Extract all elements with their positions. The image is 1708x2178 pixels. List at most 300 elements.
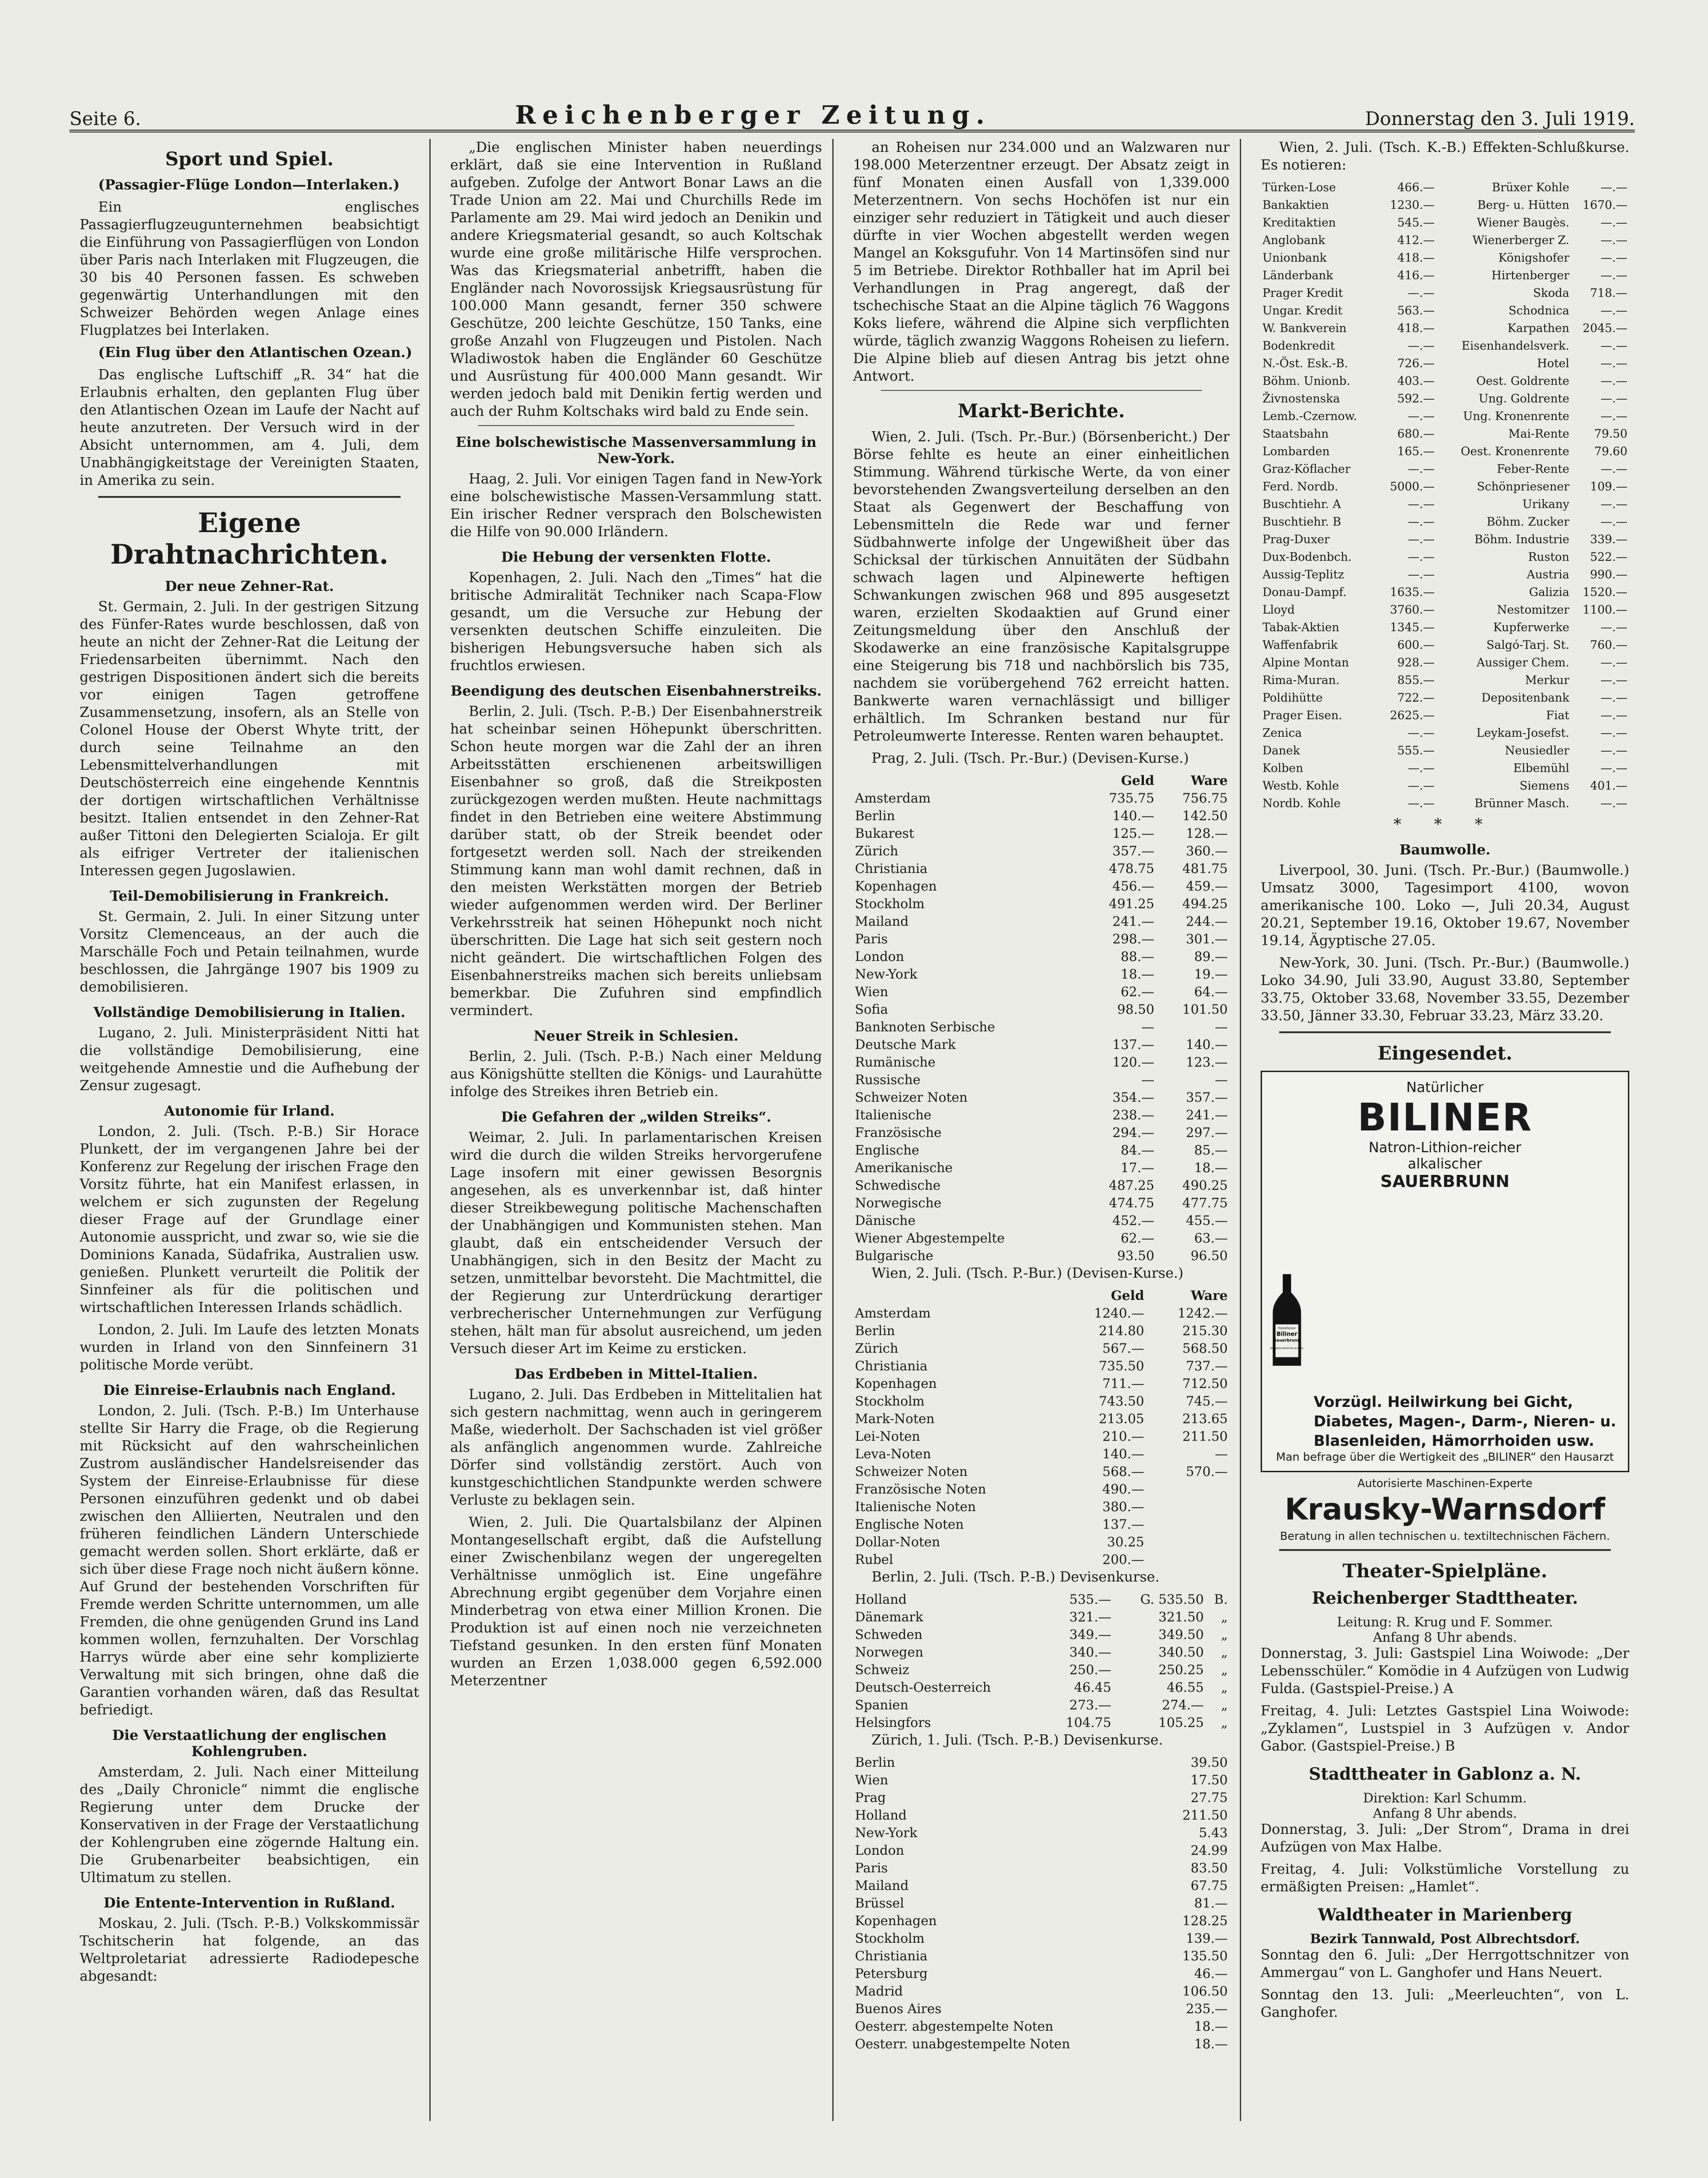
table-row bbox=[1261, 531, 1629, 548]
table-cell: Kopenhagen bbox=[855, 1913, 937, 1928]
wien-devisen-table bbox=[853, 1287, 1230, 1569]
table-header-row bbox=[853, 1287, 1230, 1305]
table-cell: —.— bbox=[1601, 761, 1627, 775]
issue-date: Donnerstag den 3. Juli 1919. bbox=[1365, 108, 1635, 130]
table-cell: —.— bbox=[1407, 726, 1435, 740]
table-cell: 18.— bbox=[1120, 967, 1155, 982]
table-row bbox=[1261, 267, 1629, 284]
krausky-sub: Beratung in allen technischen u. textiltechnischen Fächern. bbox=[1280, 1530, 1610, 1543]
table-cell: Paris bbox=[855, 931, 888, 947]
table-cell: —.— bbox=[1407, 286, 1435, 300]
table-cell: Tabak-Aktien bbox=[1262, 621, 1339, 634]
table-cell: Holland bbox=[855, 1592, 907, 1607]
table-row bbox=[853, 1230, 1230, 1247]
table-cell: Helsingfors bbox=[855, 1715, 931, 1730]
table-cell: Živnostenska bbox=[1262, 392, 1340, 405]
table-cell: „ bbox=[1221, 1644, 1228, 1660]
table-cell: Schweizer Noten bbox=[855, 1090, 968, 1105]
irland-heading: Autonomie für Irland. bbox=[164, 1103, 335, 1119]
table-cell: 737.— bbox=[1186, 1358, 1228, 1374]
table-cell: 357.— bbox=[1112, 843, 1155, 859]
table-cell: Ung. Kronenrente bbox=[1463, 409, 1570, 423]
wald-p1: Sonntag den 6. Juli: „Der Herrgottschnitzer von Ammergau“ von L. Ganghofer und Hans Neuert. bbox=[1261, 1947, 1629, 1981]
table-cell: 1345.— bbox=[1390, 621, 1435, 634]
table-cell: N.-Öst. Esk.-B. bbox=[1262, 357, 1348, 370]
table-row bbox=[853, 1824, 1230, 1842]
markt-paragraph: Wien, 2. Juli. (Tsch. Pr.-Bur.) (Börsenbericht.) Der Börse fehlte es heute an einer einheitlichen Stimmung. Während türkische Werte, da von einer bevorstehenden Zwangsverteilung derselben an den Staat als Gegenwert der Beschaffung von Lebensmitteln die Rede war und ferner Südbahnwerte infolge der Ungewißheit über das Schicksal der türkischen Annuitäten der Südbahn schwach lagen und Alpinewerte heftigen Schwankungen zwischen 968 und 895 ausgesetzt waren, erzielten Skodaaktien auf Grund einer Zeitungsmeldung über den Anschluß der Skodawerke an eine französische Kapitalsgruppe eine Steigerung bis 718 und nachbörslich bis 735, nachdem sie vorübergehend 762 erreicht hatten. Bankwerte waren vernachlässigt und billiger erhältlich. Im Schranken bestand nur für Petroleumwerte Interesse. Renten waren behauptet. bbox=[853, 429, 1230, 744]
table-cell: London bbox=[855, 949, 904, 964]
table-cell: Ferd. Nordb. bbox=[1262, 480, 1338, 493]
table-cell: —.— bbox=[1407, 779, 1435, 792]
table-cell: Depositenbank bbox=[1481, 691, 1570, 704]
table-cell: 123.— bbox=[1186, 1054, 1228, 1070]
schlesien-paragraph: Berlin, 2. Juli. (Tsch. P.-B.) Nach einer Meldung aus Königshütte stellten die Königs- und Laurahütte infolge des Streikes ihren Betrieb ein. bbox=[450, 1048, 822, 1100]
table-cell: Deutsche Mark bbox=[855, 1037, 956, 1052]
table-cell: „ bbox=[1221, 1697, 1228, 1713]
markt-heading: Markt-Berichte. bbox=[958, 400, 1125, 422]
table-row bbox=[853, 948, 1230, 966]
table-cell: 990.— bbox=[1590, 568, 1627, 581]
table-cell: 274.— bbox=[1162, 1697, 1204, 1713]
table-header-row bbox=[853, 772, 1230, 790]
table-cell: Banknoten Serbische bbox=[855, 1019, 995, 1035]
table-cell: Fiat bbox=[1546, 709, 1570, 722]
table-cell: 213.65 bbox=[1182, 1411, 1228, 1426]
table-row bbox=[1261, 460, 1629, 478]
table-cell: Christiania bbox=[855, 1948, 928, 1964]
column-2 bbox=[440, 139, 834, 2121]
table-row bbox=[1261, 408, 1629, 425]
table-cell: 416.— bbox=[1397, 269, 1435, 282]
table-row bbox=[853, 1533, 1230, 1551]
table-cell: 568.50 bbox=[1182, 1341, 1228, 1356]
table-cell: Schwedische bbox=[855, 1178, 941, 1193]
table-cell: 459.— bbox=[1186, 879, 1228, 894]
table-row bbox=[853, 1983, 1230, 2000]
table-row bbox=[853, 825, 1230, 842]
voll-heading: Vollständige Demobilisierung in Italien. bbox=[93, 1004, 406, 1021]
table-cell: Prager Kredit bbox=[1262, 286, 1343, 300]
table-cell: Prag bbox=[855, 1790, 886, 1805]
zurich-devisen-table bbox=[853, 1754, 1230, 2053]
table-cell: —.— bbox=[1407, 761, 1435, 775]
table-cell: 522.— bbox=[1590, 550, 1627, 564]
table-cell: 1670.— bbox=[1582, 198, 1627, 212]
table-cell: 301.— bbox=[1186, 931, 1228, 947]
table-cell: 567.— bbox=[1102, 1341, 1144, 1356]
ad-line1: Natron-Lithion-reicher bbox=[1369, 1140, 1521, 1156]
table-cell: 213.05 bbox=[1099, 1411, 1144, 1426]
table-cell: 200.— bbox=[1102, 1552, 1144, 1567]
table-cell: Leva-Noten bbox=[855, 1446, 931, 1462]
column-header: Ware bbox=[1191, 1288, 1228, 1303]
table-cell: Kreditaktien bbox=[1262, 216, 1336, 229]
table-cell bbox=[1146, 1516, 1230, 1533]
table-row bbox=[1261, 355, 1629, 372]
ad-brand: BILINER bbox=[1357, 1096, 1532, 1140]
table-cell: W. Bankverein bbox=[1262, 321, 1347, 335]
table-cell: Christiania bbox=[855, 861, 928, 876]
table-cell: Galizia bbox=[1529, 585, 1570, 599]
table-cell: Zürich bbox=[855, 1341, 898, 1356]
table-cell: 321.— bbox=[1069, 1609, 1111, 1625]
table-cell: 680.— bbox=[1397, 427, 1435, 440]
columns bbox=[69, 139, 1639, 2121]
table-cell: 568.— bbox=[1102, 1464, 1144, 1479]
table-cell: 855.— bbox=[1397, 673, 1435, 687]
table-row bbox=[853, 878, 1230, 895]
table-row bbox=[853, 1159, 1230, 1177]
wald-p2: Sonntag den 13. Juli: „Meerleuchten“, von L. Ganghofer. bbox=[1261, 1987, 1629, 2021]
table-row bbox=[1261, 777, 1629, 795]
table-row bbox=[1261, 636, 1629, 654]
table-cell: Westb. Kohle bbox=[1262, 779, 1339, 792]
table-cell: —.— bbox=[1601, 673, 1627, 687]
table-cell: Donau-Dampf. bbox=[1262, 585, 1347, 599]
table-cell: Brüxer Kohle bbox=[1492, 181, 1570, 194]
table-row bbox=[1261, 601, 1629, 619]
irland-paragraph: London, 2. Juli. (Tsch. P.-B.) Sir Horace Plunkett, der im vergangenen Jahre bei der Konferenz zur Regelung der irischen Frage den Vorsitz führte, hat ein Manifest erlassen, in welchem er sich zugunsten der Regelung dieser Frage auf der Grundlage einer Autonomie ausspricht, und zwar so, wie sie die Dominions Kanada, Südafrika, Australien usw. genießen. Plunkett verurteilt die Politik der Sinnfeiner als für die politischen und wirtschaftlichen Interessen Irlands schädlich. bbox=[80, 1124, 419, 1316]
table-cell: 215.30 bbox=[1182, 1323, 1228, 1338]
table-row bbox=[853, 1357, 1230, 1375]
table-cell: 89.— bbox=[1194, 949, 1228, 964]
table-cell: Lombarden bbox=[1262, 445, 1330, 458]
table-cell: 2625.— bbox=[1390, 709, 1435, 722]
table-row bbox=[853, 1754, 1230, 1771]
table-row bbox=[853, 1393, 1230, 1410]
table-cell: Stockholm bbox=[855, 1393, 925, 1409]
kohle-heading: Die Verstaatlichung der englischen Kohlengruben. bbox=[112, 1727, 387, 1760]
table-cell: Kupferwerke bbox=[1493, 621, 1570, 634]
table-cell: Königshofer bbox=[1498, 251, 1570, 264]
table-cell: „ bbox=[1221, 1680, 1228, 1695]
table-cell: — bbox=[1215, 1072, 1228, 1087]
table-cell: —.— bbox=[1407, 533, 1435, 546]
krausky-authorized: Autorisierte Maschinen-Experte bbox=[1357, 1477, 1533, 1490]
table-cell: 64.— bbox=[1194, 984, 1228, 999]
table-row bbox=[853, 1124, 1230, 1142]
table-cell: —.— bbox=[1407, 462, 1435, 476]
column-header: Geld bbox=[1111, 1288, 1144, 1303]
eisenbahn-heading: Beendigung des deutschen Eisenbahnerstreiks. bbox=[450, 683, 822, 699]
table-cell: 211.50 bbox=[1182, 1808, 1228, 1823]
table-cell: Alpine Montan bbox=[1262, 656, 1349, 669]
table-cell: Spanien bbox=[855, 1697, 909, 1713]
table-cell: 135.50 bbox=[1182, 1948, 1228, 1964]
table-cell: 340.— bbox=[1069, 1644, 1111, 1660]
table-cell: —.— bbox=[1601, 409, 1627, 423]
table-cell: Hirtenberger bbox=[1491, 269, 1570, 282]
ad-claims: Vorzügl. Heilwirkung bei Gicht, Diabetes, Magen-, Darm-, Nieren- u. Blasenleiden, Hämorrhoiden usw. bbox=[1313, 1393, 1616, 1450]
column-4 bbox=[1250, 139, 1639, 2121]
table-cell: Oesterr. abgestempelte Noten bbox=[855, 2019, 1054, 2034]
table-cell bbox=[1146, 1551, 1230, 1569]
table-cell: 244.— bbox=[1186, 914, 1228, 929]
table-cell: 756.75 bbox=[1182, 791, 1228, 806]
table-cell: 140.— bbox=[1112, 808, 1155, 823]
table-cell: Sofia bbox=[855, 1002, 888, 1017]
table-cell: Kopenhagen bbox=[855, 879, 937, 894]
table-cell: 140.— bbox=[1102, 1446, 1144, 1462]
table-cell: 711.— bbox=[1102, 1376, 1144, 1391]
stadttheater-p1: Donnerstag, 3. Juli: Gastspiel Lina Woiwode: „Der Lebensschüler.“ Komödie in 4 Aufzügen von Ludwig Fulda. (Gastspiel-Preise.) A bbox=[1261, 1645, 1629, 1697]
table-cell: Feber-Rente bbox=[1497, 462, 1570, 476]
prag-intro: Prag, 2. Juli. (Tsch. Pr.-Bur.) (Devisen-Kurse.) bbox=[872, 750, 1189, 766]
table-cell: 81.— bbox=[1194, 1896, 1228, 1911]
teil-paragraph: St. Germain, 2. Juli. In einer Sitzung unter Vorsitz Clemenceaus, an der auch die Marschälle Foch und Petain teilnahmen, wurde beschlossen, die Jahrgänge 1907 bis 1909 zu demobilisieren. bbox=[80, 909, 419, 995]
bottle-label-small: BRUNNEN-DIREKTION BILIN I/B. bbox=[1270, 1348, 1304, 1350]
table-cell: —.— bbox=[1601, 709, 1627, 722]
table-row bbox=[853, 1930, 1230, 1947]
table-cell: 79.60 bbox=[1594, 445, 1627, 458]
table-cell: Prag-Duxer bbox=[1262, 533, 1330, 546]
table-cell: Böhm. Zucker bbox=[1487, 515, 1570, 528]
table-cell: Hotel bbox=[1537, 357, 1570, 370]
irland-paragraph-2: London, 2. Juli. Im Laufe des letzten Monats wurden in Irland von den Sinnfeinern 31 politische Morde verübt. bbox=[80, 1322, 419, 1373]
krausky-company: Krausky-Warnsdorf bbox=[1285, 1493, 1605, 1527]
table-cell: 63.— bbox=[1194, 1230, 1228, 1246]
table-row bbox=[1261, 478, 1629, 496]
table-cell: Italienische bbox=[855, 1107, 932, 1123]
table-cell: G. 535.50 bbox=[1140, 1592, 1204, 1607]
table-cell: 5.43 bbox=[1199, 1825, 1228, 1840]
gablonz-lead: Direktion: Karl Schumm. bbox=[1363, 1790, 1527, 1806]
einreise-paragraph: London, 2. Juli. (Tsch. P.-B.) Im Unterhause stellte Sir Harry die Frage, ob die Regierung mit Rücksicht auf den wahrscheinlichen Zustrom ausländischer Handelsreisender das System der Einreise-Erlaubnisse für diese Personen einzuführen gedenkt und ob dabei zwischen den Alliierten, Neutralen und den früheren feindlichen Ländern Unterschiede gemacht werden sollen. Short erklärte, daß er sich über diese Frage noch nicht äußern könne. Auf Grund der bestehenden Vorschriften für Fremde werden Schritte unternommen, um alle Fremden, die ohne genügenden Grund ins Land kommen wollen, fernzuhalten. Der Vorschlag Harrys würde aber eine sehr komplizierte Verwaltung mit sich bringen, ohne daß die Garantien vorhanden wären, daß das Resultat befriedigt. bbox=[80, 1403, 419, 1718]
table-cell: 17.— bbox=[1120, 1160, 1155, 1175]
table-cell: Norwegen bbox=[855, 1644, 923, 1660]
table-cell: —.— bbox=[1601, 357, 1627, 370]
table-row bbox=[853, 860, 1230, 878]
table-cell: 250.— bbox=[1069, 1662, 1111, 1677]
table-row bbox=[853, 2018, 1230, 2035]
table-cell: Neusiedler bbox=[1505, 744, 1570, 757]
table-row bbox=[1261, 672, 1629, 689]
divider bbox=[1279, 1031, 1611, 1033]
table-cell: 210.— bbox=[1102, 1429, 1144, 1444]
table-cell: 452.— bbox=[1112, 1213, 1155, 1228]
table-cell: 273.— bbox=[1069, 1697, 1111, 1713]
table-cell: Nordb. Kohle bbox=[1262, 797, 1341, 810]
table-cell: Englische Noten bbox=[855, 1517, 964, 1532]
table-row bbox=[853, 1018, 1230, 1036]
table-cell: 83.50 bbox=[1190, 1860, 1228, 1876]
table-cell: 93.50 bbox=[1117, 1248, 1155, 1263]
table-row bbox=[1261, 654, 1629, 672]
table-row bbox=[853, 842, 1230, 860]
table-cell: 490.— bbox=[1102, 1481, 1144, 1497]
table-cell: Amsterdam bbox=[855, 1306, 931, 1321]
table-row bbox=[1261, 724, 1629, 742]
table-cell: 760.— bbox=[1590, 638, 1627, 652]
table-cell: —.— bbox=[1601, 216, 1627, 229]
table-cell: 481.75 bbox=[1182, 861, 1228, 876]
table-cell: 109.— bbox=[1590, 480, 1627, 493]
berlin-devisen-intro: Berlin, 2. Juli. (Tsch. P.-B.) Devisenkurse. bbox=[872, 1569, 1160, 1585]
table-row bbox=[853, 1305, 1230, 1322]
separator-stars: * * * bbox=[1393, 815, 1497, 834]
table-cell: Berlin bbox=[855, 1323, 895, 1338]
table-cell: 241.— bbox=[1112, 914, 1155, 929]
table-row bbox=[1261, 496, 1629, 513]
zehner-paragraph: St. Germain, 2. Juli. In der gestrigen Sitzung des Fünfer-Rates wurde beschlossen, daß von heute an nicht der Zehner-Rat die Leitung der Friedensarbeiten übernimmt. Nach den gestrigen Dispositionen ändert sich die bereits vor einigen Tagen getroffene Zusammensetzung, insofern, als an Stelle von Colonel House der Oberst Whyte tritt, der durch seine Teilnahme an den Lebensmittelverhandlungen mit Deutschösterreich eine eingehende Kenntnis der dortigen wirtschaftlichen Verhältnisse besitzt. Italien entsendet in den Zehner-Rat außer Tittoni den Delegierten Scialoja. Er gilt als eifriger Vertreter der italienischen Interessen gegen Jugoslawien. bbox=[80, 599, 419, 879]
table-cell: 735.50 bbox=[1099, 1358, 1144, 1374]
table-cell: —.— bbox=[1407, 550, 1435, 564]
table-cell: 46.55 bbox=[1167, 1680, 1204, 1695]
table-cell: Holland bbox=[855, 1808, 907, 1823]
table-cell: Zürich bbox=[855, 843, 898, 859]
table-row bbox=[853, 807, 1230, 825]
table-cell: 5000.— bbox=[1390, 480, 1435, 493]
table-row bbox=[1261, 337, 1629, 355]
einreise-heading: Die Einreise-Erlaubnis nach England. bbox=[103, 1382, 396, 1399]
table-cell: 340.50 bbox=[1158, 1644, 1204, 1660]
table-cell: 62.— bbox=[1120, 1230, 1155, 1246]
baumwolle-heading: Baumwolle. bbox=[1399, 842, 1491, 858]
table-cell: Austria bbox=[1526, 568, 1570, 581]
table-row bbox=[1261, 795, 1629, 812]
table-cell: 477.75 bbox=[1182, 1195, 1228, 1211]
table-cell: 357.— bbox=[1186, 1090, 1228, 1105]
table-cell: — bbox=[1141, 1019, 1155, 1035]
table-cell: Rubel bbox=[855, 1552, 893, 1567]
table-row bbox=[853, 1626, 1230, 1644]
table-cell: 592.— bbox=[1397, 392, 1435, 405]
table-cell: —.— bbox=[1601, 656, 1627, 669]
column-header: Geld bbox=[1121, 773, 1155, 788]
ad-line2: alkalischer bbox=[1407, 1156, 1482, 1172]
sport-paragraph-1: Ein englisches Passagierflugzeugunternehmen beabsichtigt die Einführung von Passagierflügen von London über Paris nach Interlaken mit Flugzeugen, die 30 bis 40 Personen fassen. Es schweben gegenwärtig Unterhandlungen mit den Schweizer Behörden wegen Anlage eines Flugplatzes bei Interlaken. bbox=[80, 199, 419, 339]
table-cell: 101.50 bbox=[1182, 1002, 1228, 1017]
table-cell: Madrid bbox=[855, 1983, 903, 1999]
table-cell: —.— bbox=[1407, 497, 1435, 511]
schlesien-heading: Neuer Streik in Schlesien. bbox=[534, 1028, 739, 1044]
table-row bbox=[1261, 249, 1629, 267]
table-cell: 712.50 bbox=[1182, 1376, 1228, 1391]
table-cell: 718.— bbox=[1590, 286, 1627, 300]
voll-paragraph: Lugano, 2. Juli. Ministerpräsident Nitti hat die vollständige Demobilisierung, eine weitgehende Amnestie und die Aufhebung der Zensur zugesagt. bbox=[80, 1025, 419, 1094]
table-cell: Schweizer Noten bbox=[855, 1464, 968, 1479]
table-row bbox=[1261, 302, 1629, 320]
eisenbahn-paragraph: Berlin, 2. Juli. (Tsch. P.-B.) Der Eisenbahnerstreik hat scheinbar seinen Höhepunkt überschritten. Schon heute morgen war die Zahl der an ihren Arbeitsstätten erschienenen arbeitswilligen Eisenbahner so groß, daß die Streikposten zurückgezogen werden mußten. Heute nachmittags findet in den Betrieben eine weitere Abstimmung darüber statt, ob der Streik beendet oder fortgesetzt werden soll. Nach der streikenden Stimmung kann man wohl damit rechnen, daß in den meisten Werkstätten morgen der Betrieb wieder aufgenommen werden wird. Der Berliner Verkehrsstreik hat seinen Höhepunkt noch nicht überschritten. Die Lage hat sich seit gestern noch nicht geändert. Die wirtschaftlichen Folgen des Eisenbahnerstreiks machen sich bereits unliebsam bemerkbar. Die Zufuhren sind empfindlich vermindert. bbox=[450, 703, 822, 1019]
table-cell: 418.— bbox=[1397, 321, 1435, 335]
table-cell: 125.— bbox=[1112, 826, 1155, 841]
table-cell: Poldihütte bbox=[1262, 691, 1323, 704]
table-cell: 1242.— bbox=[1177, 1306, 1228, 1321]
table-row bbox=[853, 1445, 1230, 1463]
table-row bbox=[853, 1142, 1230, 1159]
table-cell: New-York bbox=[855, 967, 917, 982]
table-row bbox=[853, 1608, 1230, 1626]
table-cell: Wienerberger Z. bbox=[1472, 233, 1570, 247]
table-cell: 349.50 bbox=[1158, 1627, 1204, 1642]
erdbeben-paragraph: Lugano, 2. Juli. Das Erdbeben in Mittelitalien hat sich gestern nachmittag, wenn auch in geringerem Maße, wiederholt. Der Sachschaden ist viel größer als anfänglich angenommen wurde. Zahlreiche Dörfer sind vollständig zerstört. Auch von kunstgeschichtlichen Standpunkte werden schwere Verluste zu beklagen sein. bbox=[450, 1387, 822, 1508]
table-cell: 1230.— bbox=[1390, 198, 1435, 212]
table-row bbox=[853, 1895, 1230, 1912]
table-cell: Dänemark bbox=[855, 1609, 923, 1625]
stadttheater-time: Anfang 8 Uhr abends. bbox=[1373, 1630, 1517, 1645]
zehner-heading: Der neue Zehner-Rat. bbox=[165, 578, 334, 595]
table-cell: 46.45 bbox=[1074, 1680, 1111, 1695]
table-cell: 743.50 bbox=[1099, 1393, 1144, 1409]
table-cell: 412.— bbox=[1397, 233, 1435, 247]
table-row bbox=[853, 1106, 1230, 1124]
table-cell: Prager Eisen. bbox=[1262, 709, 1343, 722]
table-cell: —.— bbox=[1407, 568, 1435, 581]
table-cell: Dux-Bodenbch. bbox=[1262, 550, 1352, 564]
gablonz-time: Anfang 8 Uhr abends. bbox=[1373, 1806, 1517, 1821]
page-number: Seite 6. bbox=[69, 108, 141, 130]
table-row bbox=[853, 1481, 1230, 1498]
table-cell: Italienische Noten bbox=[855, 1499, 976, 1514]
table-row bbox=[853, 1001, 1230, 1018]
table-cell: 360.— bbox=[1186, 843, 1228, 859]
wien-devisen-intro: Wien, 2. Juli. (Tsch. P.-Bur.) (Devisen-Kurse.) bbox=[872, 1265, 1184, 1281]
table-cell: 600.— bbox=[1397, 638, 1435, 652]
table-cell: 140.— bbox=[1186, 1037, 1228, 1052]
table-cell: Bukarest bbox=[855, 826, 914, 841]
table-cell: Merkur bbox=[1525, 673, 1570, 687]
column-header: Ware bbox=[1191, 773, 1228, 788]
table-cell: 349.— bbox=[1069, 1627, 1111, 1642]
table-cell: 294.— bbox=[1112, 1125, 1155, 1140]
table-cell: Wiener Abgestempelte bbox=[855, 1230, 1005, 1246]
table-row bbox=[853, 790, 1230, 807]
table-row bbox=[853, 1807, 1230, 1824]
table-row bbox=[853, 1661, 1230, 1679]
table-cell: Brünner Masch. bbox=[1474, 797, 1570, 810]
table-cell: 1240.— bbox=[1094, 1306, 1144, 1321]
table-row bbox=[853, 1071, 1230, 1089]
stadttheater-heading: Reichenberger Stadttheater. bbox=[1312, 1588, 1578, 1608]
table-cell: 380.— bbox=[1102, 1499, 1144, 1514]
table-row bbox=[853, 1591, 1230, 1608]
sport-subheading-2: (Ein Flug über den Atlantischen Ozean.) bbox=[98, 345, 413, 361]
table-cell: Böhm. Industrie bbox=[1474, 533, 1570, 546]
baumwolle-liverpool: Liverpool, 30. Juni. (Tsch. Pr.-Bur.) (Baumwolle.) Umsatz 3000, Tagesimport 4100, wovon amerikanische 100. Loko —, Juli 20.34, August 20.21, September 19.16, Oktober 19.67, November 19.14, Ägyptische 27.05. bbox=[1261, 862, 1629, 949]
minister-paragraph: „Die englischen Minister haben neuerdings erklärt, daß sie eine Intervention in Rußland aufgeben. Zufolge der Antwort Bonar Laws an die Trade Union am 22. Mai und Churchills Rede im Parlamente am 29. Mai wird jedoch an Denikin und andere Kriegsmaterial gesandt, so auch Koltschak wurde eine große militärische Hilfe versprochen. Was das Kriegsmaterial anbetrifft, haben die Engländer nach Novorossijsk Kriegsausrüstung für 100.000 Mann gesandt, ferner 350 schwere Geschütze, 200 leichte Geschütze, 150 Tanks, eine große Anzahl von Flugzeugen und Pistolen. Nach Wladiwostok haben die Engländer 60 Geschütze und Ausrüstung für 400.000 Mann gesandt. Wir werden jedoch bald mit Denikin fertig werden und auch der Ruhm Koltschaks wird bald zu Ende sein. bbox=[450, 139, 822, 420]
table-cell: 491.25 bbox=[1109, 896, 1155, 911]
table-row bbox=[1261, 689, 1629, 707]
biliner-advertisement bbox=[1261, 1071, 1629, 1472]
table-cell: Skoda bbox=[1533, 286, 1570, 300]
table-cell: 418.— bbox=[1397, 251, 1435, 264]
table-cell: „ bbox=[1221, 1609, 1228, 1625]
table-row bbox=[1261, 443, 1629, 460]
bottle-label-brand: Biliner bbox=[1276, 1331, 1298, 1337]
table-cell: Amsterdam bbox=[855, 791, 931, 806]
table-row bbox=[1261, 742, 1629, 759]
table-row bbox=[853, 2035, 1230, 2053]
table-row bbox=[1261, 548, 1629, 566]
table-cell: Oesterr. unabgestempelte Noten bbox=[855, 2036, 1070, 2052]
table-row bbox=[853, 1212, 1230, 1230]
table-row bbox=[853, 895, 1230, 913]
table-cell: 18.— bbox=[1194, 1160, 1228, 1175]
table-cell: 238.— bbox=[1112, 1107, 1155, 1123]
ad-line3: SAUERBRUNN bbox=[1380, 1172, 1510, 1191]
newyork-heading: Eine bolschewistische Massenversammlung in New-York. bbox=[455, 434, 817, 467]
table-cell: — bbox=[1141, 1072, 1155, 1087]
theater-heading: Theater-Spielpläne. bbox=[1342, 1560, 1548, 1582]
table-cell: 339.— bbox=[1590, 533, 1627, 546]
table-cell: 85.— bbox=[1194, 1142, 1228, 1158]
flotte-paragraph: Kopenhagen, 2. Juli. Nach den „Times“ hat die britische Admiralität Techniker nach Scapa-Flow gesandt, um die Versuche zur Hebung der versenkten deutschen Schiffe einzuleiten. Die bisherigen Hebungsversuche haben sich als fruchtlos erwiesen. bbox=[450, 570, 822, 674]
table-cell: 139.— bbox=[1186, 1931, 1228, 1946]
table-cell: —.— bbox=[1601, 726, 1627, 740]
table-cell: —.— bbox=[1601, 251, 1627, 264]
table-cell: 726.— bbox=[1397, 357, 1435, 370]
table-cell: Englische bbox=[855, 1142, 919, 1158]
